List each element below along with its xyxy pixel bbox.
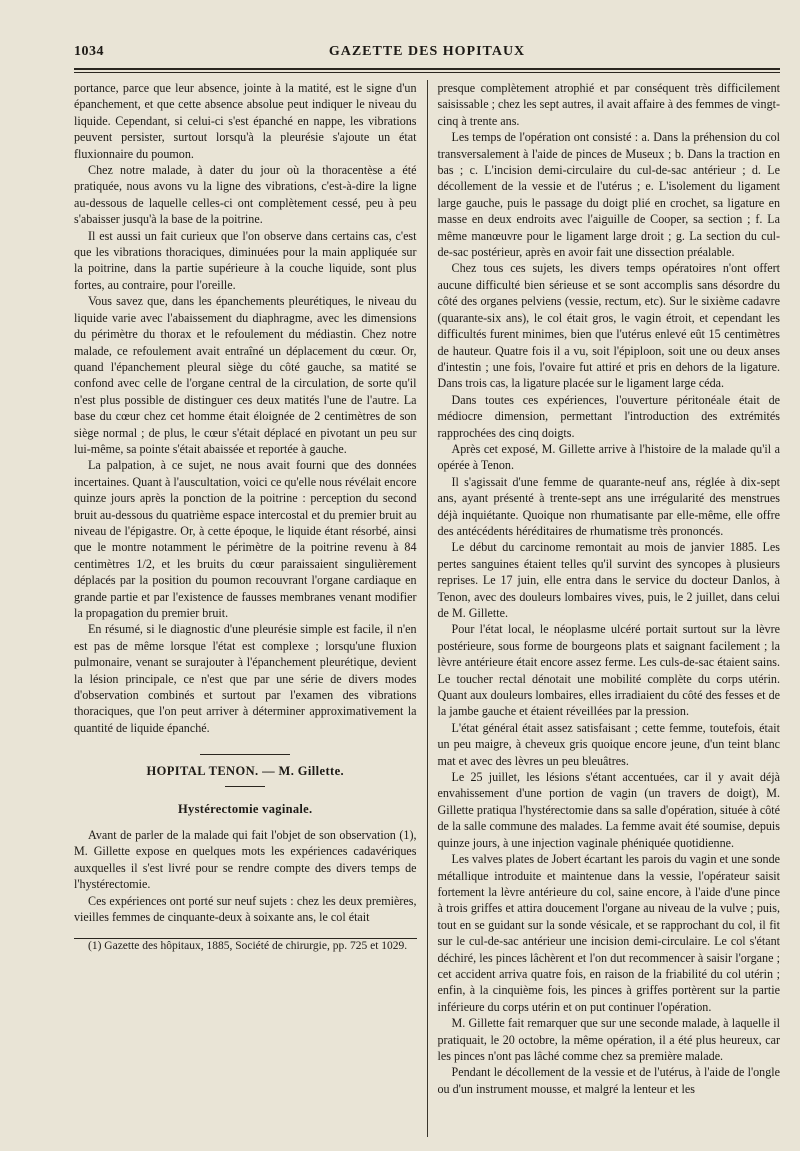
section-separator: [200, 754, 290, 755]
paragraph: Les temps de l'opération ont consisté : a. Dans la préhension du col transversalement à l'aide de pinces de Museux ; b. Dans la traction en bas ; c. L'incision demi-circulaire du cul-de-sac antérieur ; d. Le décollement de la vessie et de l'utérus ; e. L'isolement du ligament large gauche, puis le passage du doigt plié en crochet, sa ligature en masse en deux endroits avec l'aiguille de Cooper, sa section ; f. La même manœuvre pour le ligament large droit ; g. La section du cul-de-sac postérieur, après en avoir fait une dissection préalable.: [437, 130, 780, 260]
paragraph: Pendant le décollement de la vessie et de l'utérus, à l'aide de l'ongle ou d'un instrument mousse, et malgré la lenteur et les: [437, 1065, 780, 1096]
page-header: [74, 44, 780, 64]
paragraph: Il est aussi un fait curieux que l'on observe dans certains cas, c'est que les vibrations thoraciques, diminuées pour la main appliquée sur la poitrine, dans la partie supérieure à la couche liquide, sont plus fortes, au contraire, pour l'oreille.: [74, 228, 417, 292]
paragraph: Chez tous ces sujets, les divers temps opératoires n'ont offert aucune difficulté bien sérieuse et se sont accomplis sans désordre du côté des organes pelviens (vessie, rectum, etc). Sur le sixième cadavre (quarante-six ans), le col était gros, le vagin étroit, et cependant les difficultés furent minimes, bien que l'utérus enlevé eût 15 centimètres de hauteur. Quatre fois il a vu, soit l'épiploon, soit une ou deux anses d'intestin ; une fois, l'ovaire fut attiré et pris en dehors de la ligature. Dans trois cas, la ligature placée sur le ligament large céda.: [437, 261, 780, 391]
paragraph: Le 25 juillet, les lésions s'étant accentuées, car il y avait déjà envahissement d'une portion de vagin (un travers de doigt), M. Gillette pratiqua l'hystérectomie dans sa salle d'opération, située à côté de la salle commune des malades. La femme avait été soumise, depuis quinze jours, à une injection vaginale phéniquée quotidienne.: [437, 770, 780, 850]
section-title-rule: [225, 786, 265, 787]
left-column: [74, 80, 417, 1137]
footnote: (1) Gazette des hôpitaux, 1885, Société de chirurgie, pp. 725 et 1029.: [88, 939, 408, 952]
paragraph: En résumé, si le diagnostic d'une pleurésie simple est facile, il n'en est pas de même lorsque l'état est complexe ; lorsqu'une fluxion pulmonaire, venant se surajouter à l'épanchement pleurétique, devient la lésion principale, ce n'est que par une série de divers modes d'observation combinés et surtout par l'examen des vibrations thoraciques, que l'on peut arriver à déterminer approximativement la quantité de liquide épanché.: [74, 622, 417, 735]
paragraph: L'état général était assez satisfaisant ; cette femme, toutefois, était un peu maigre, à cheveux gris quoique encore jeune, d'un teint blanc mat et avec des lèvres un peu bleuâtres.: [437, 720, 780, 768]
header-rule: [74, 68, 780, 70]
paragraph: portance, parce que leur absence, jointe à la matité, est le signe d'un épanchement, et que cette absence absolue peut indiquer le niveau du liquide. Cependant, si celui-ci s'est épanché en nappe, les vibrations peuvent persister, surtout lorsqu'à la pleurésie s'ajoute un état fluxionnaire du poumon.: [74, 81, 417, 161]
right-column: [438, 80, 781, 1137]
paragraph: Avant de parler de la malade qui fait l'objet de son observation (1), M. Gillette expose en quelques mots les expériences cadavériques auxquelles il s'est livré pour se rendre compte des divers temps de l'hystérectomie.: [74, 828, 417, 892]
section-title: HOPITAL TENON. — M. Gillette.: [146, 764, 345, 779]
paragraph: Le début du carcinome remontait au mois de janvier 1885. Les pertes sanguines étaient telles qu'il survint des syncopes à plusieurs reprises. Le 17 juin, elle entra dans le service du docteur Danlos, à Tenon, avec des douleurs lombaires vives, puis, le 2 juillet, dans celui de M. Gillette.: [437, 540, 780, 620]
paragraph: M. Gillette fait remarquer que sur une seconde malade, à laquelle il pratiquait, le 20 octobre, la même opération, il a été plus heureux, car les pinces n'ont pas lâché comme chez sa première malade.: [437, 1016, 780, 1063]
page-number: 1034: [74, 44, 104, 59]
paragraph: Pour l'état local, le néoplasme ulcéré portait surtout sur la lèvre postérieure, sous forme de bourgeons plats et saignant facilement ; la lèvre antérieure était encore assez ferme. Les culs-de-sac étaient sains. Le toucher rectal dénotait une mobilité complète du corps utérin. Quant aux douleurs lombaires, elles irradiaient du côté des fesses et de la jambe gauche et étaient réveillées par la pression.: [437, 622, 780, 719]
paragraph: presque complètement atrophié et par conséquent très difficilement saisissable ; chez les sept autres, il avait affaire à des femmes de vingt-cinq à trente ans.: [437, 81, 780, 128]
subsection-title: Hystérectomie vaginale.: [178, 801, 313, 816]
header-rule-thin: [74, 72, 780, 73]
text-columns: [74, 80, 780, 1137]
paragraph: Vous savez que, dans les épanchements pleurétiques, le niveau du liquide varie avec l'abaissement du diaphragme, avec les dimensions du périmètre du thorax et le refoulement du médiastin. Chez notre malade, ce refoulement avait entraîné un déplacement du cœur. Or, quand l'épanchement pleural siège du côté gauche, sa matité se confond avec celle de l'organe central de la circulation, de sorte qu'il n'est plus possible de distinguer ces deux matités l'une de l'autre. La base du cœur chez cet homme était éloignée de 2 centimètres de son siège normal ; de plus, le cœur s'était déplacé en pivotant un peu sur lui-même, sa pointe s'était abaissée et reportée à gauche.: [74, 294, 417, 456]
paragraph: Il s'agissait d'une femme de quarante-neuf ans, réglée à dix-sept ans, ayant présenté à trente-sept ans une irrégularité des menstrues déjà inquiétante. Quoique non rhumatisante par elle-même, elle offre des antécédents héréditaires de rhumatisme très prononcés.: [437, 474, 780, 538]
paragraph: La palpation, à ce sujet, ne nous avait fourni que des données incertaines. Quant à l'auscultation, voici ce qu'elle nous révélait encore quinze jours après la ponction de la poitrine : perception du second bruit au-dessous du quatrième espace intercostal et du premier bruit au niveau de l'épigastre. Or, à cette époque, le liquide étant résorbé, ainsi que le montre notamment le périmètre de la poitrine revenu à 84 centimètres 1/2, et les bruits du cœur paraissaient singulièrement déplacés par la position du poumon recouvrant l'organe cardiaque en grande partie et par l'existence de fausses membranes venant modifier la propagation du premier bruit.: [74, 458, 417, 620]
paragraph: Après cet exposé, M. Gillette arrive à l'histoire de la malade qu'il a opérée à Tenon.: [437, 441, 780, 473]
paragraph: Ces expériences ont porté sur neuf sujets : chez les deux premières, vieilles femmes de cinquante-deux à soixante ans, le col était: [74, 893, 417, 925]
column-divider: [427, 80, 428, 1137]
paragraph: Chez notre malade, à dater du jour où la thoracentèse a été pratiquée, nous avons vu la ligne des vibrations, c'est-à-dire la ligne au-dessous de laquelle celles-ci ont complètement cessé, peu à peu s'abaisser jusqu'à la base de la poitrine.: [74, 163, 417, 227]
journal-title: GAZETTE DES HOPITAUX: [328, 44, 526, 59]
paragraph: Dans toutes ces expériences, l'ouverture péritonéale était de médiocre dimension, permettant l'introduction des extrémités rapprochées des cinq doigts.: [437, 392, 780, 440]
paragraph: Les valves plates de Jobert écartant les parois du vagin et une sonde métallique introduite et maintenue dans la vessie, l'opérateur saisit fortement la lèvre antérieure du col, saine encore, à l'aide d'une pince à trois griffes et attira doucement l'organe au niveau de la vulve ; puis, tout en se guidant sur la sonde vésicale, et se rapprochant du col, il fit sur le cul-de-sac antérieur une incision demi-circulaire. Le col s'étant déchiré, les pinces lâchèrent et l'on dut recommencer à saisir l'organe ; cet accident arriva quatre fois, en raison de la friabilité du col utérin ; enfin, à la cinquième fois, les pinces à griffes portèrent sur la partie inférieure du corps utérin et on put continuer l'opération.: [437, 852, 780, 1014]
